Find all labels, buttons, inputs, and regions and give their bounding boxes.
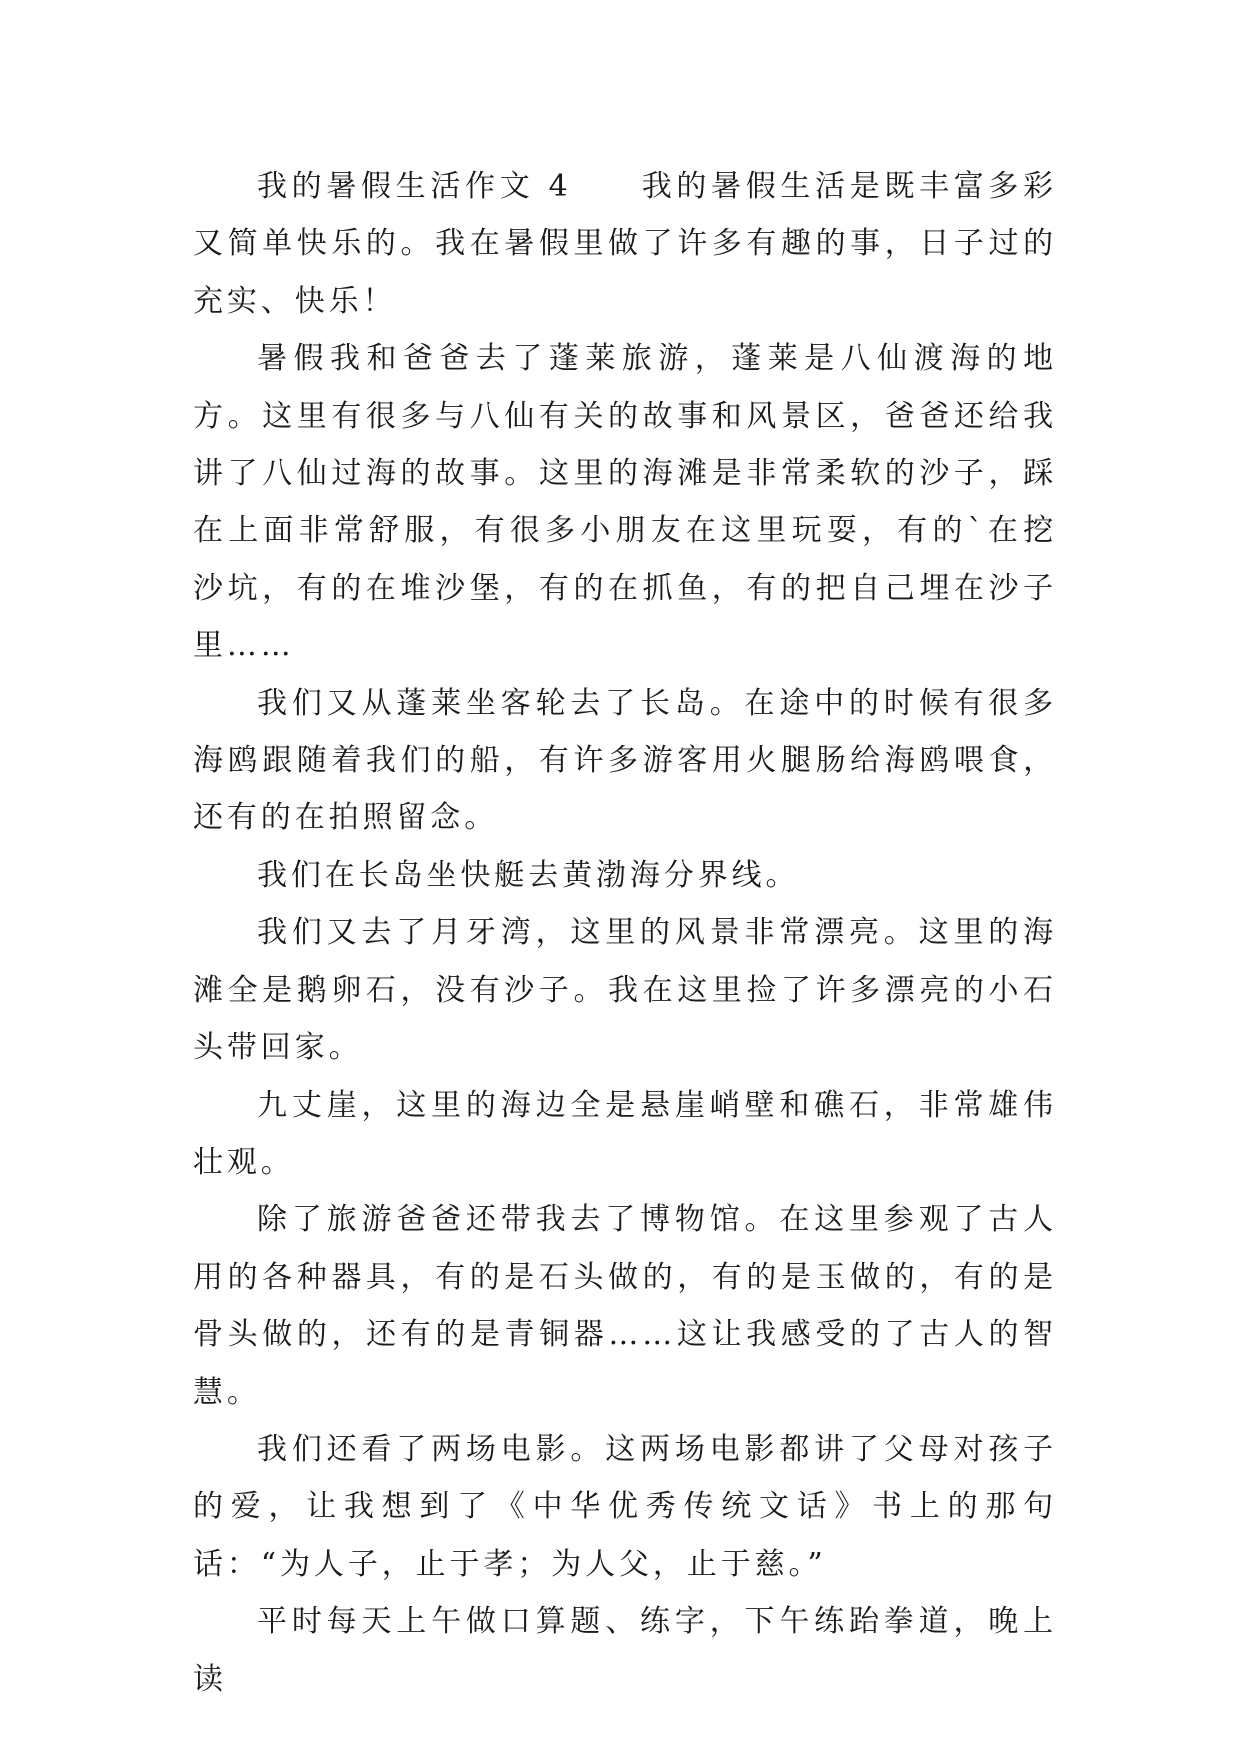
paragraph-jiuzhangya: 九丈崖，这里的海边全是悬崖峭壁和礁石，非常雄伟壮观。 bbox=[193, 1087, 1057, 1180]
paragraph-daily-routine: 平时每天上午做口算题、练字，下午练跆拳道，晚上读 bbox=[193, 1604, 1057, 1697]
paragraph-museum: 除了旅游爸爸还带我去了博物馆。在这里参观了古人用的各种器具，有的是石头做的，有的是玉做的，有的是骨头做的，还有的是青铜器……这让我感受的了古人的智慧。 bbox=[193, 1202, 1057, 1410]
paragraph-penglai: 暑假我和爸爸去了蓬莱旅游，蓬莱是八仙渡海的地方。这里有很多与八仙有关的故事和风景区，爸爸还给我讲了八仙过海的故事。这里的海滩是非常柔软的沙子，踩在上面非常舒服，有很多小朋友在这里玩耍，有的`在挖沙坑，有的在堆沙堡，有的在抓鱼，有的把自己埋在沙子里…… bbox=[193, 341, 1057, 664]
paragraph-yueya-bay: 我们又去了月牙湾，这里的风景非常漂亮。这里的海滩全是鹅卵石，没有沙子。我在这里捡了许多漂亮的小石头带回家。 bbox=[193, 915, 1057, 1066]
paragraph-intro: 我的暑假生活作文 4 我的暑假生活是既丰富多彩又简单快乐的。我在暑假里做了许多有趣的事，日子过的充实、快乐！ bbox=[193, 169, 1057, 319]
paragraph-speedboat: 我们在长岛坐快艇去黄渤海分界线。 bbox=[257, 857, 800, 893]
paragraph-movies: 我们还看了两场电影。这两场电影都讲了父母对孩子的爱，让我想到了《中华优秀传统文话》书上的那句话：“为人子，止于孝；为人父，止于慈。” bbox=[193, 1431, 1057, 1582]
document-body bbox=[193, 158, 1057, 1708]
paragraph-changdao: 我们又从蓬莱坐客轮去了长岛。在途中的时候有很多海鸥跟随着我们的船，有许多游客用火腿肠给海鸥喂食，还有的在拍照留念。 bbox=[193, 685, 1057, 836]
